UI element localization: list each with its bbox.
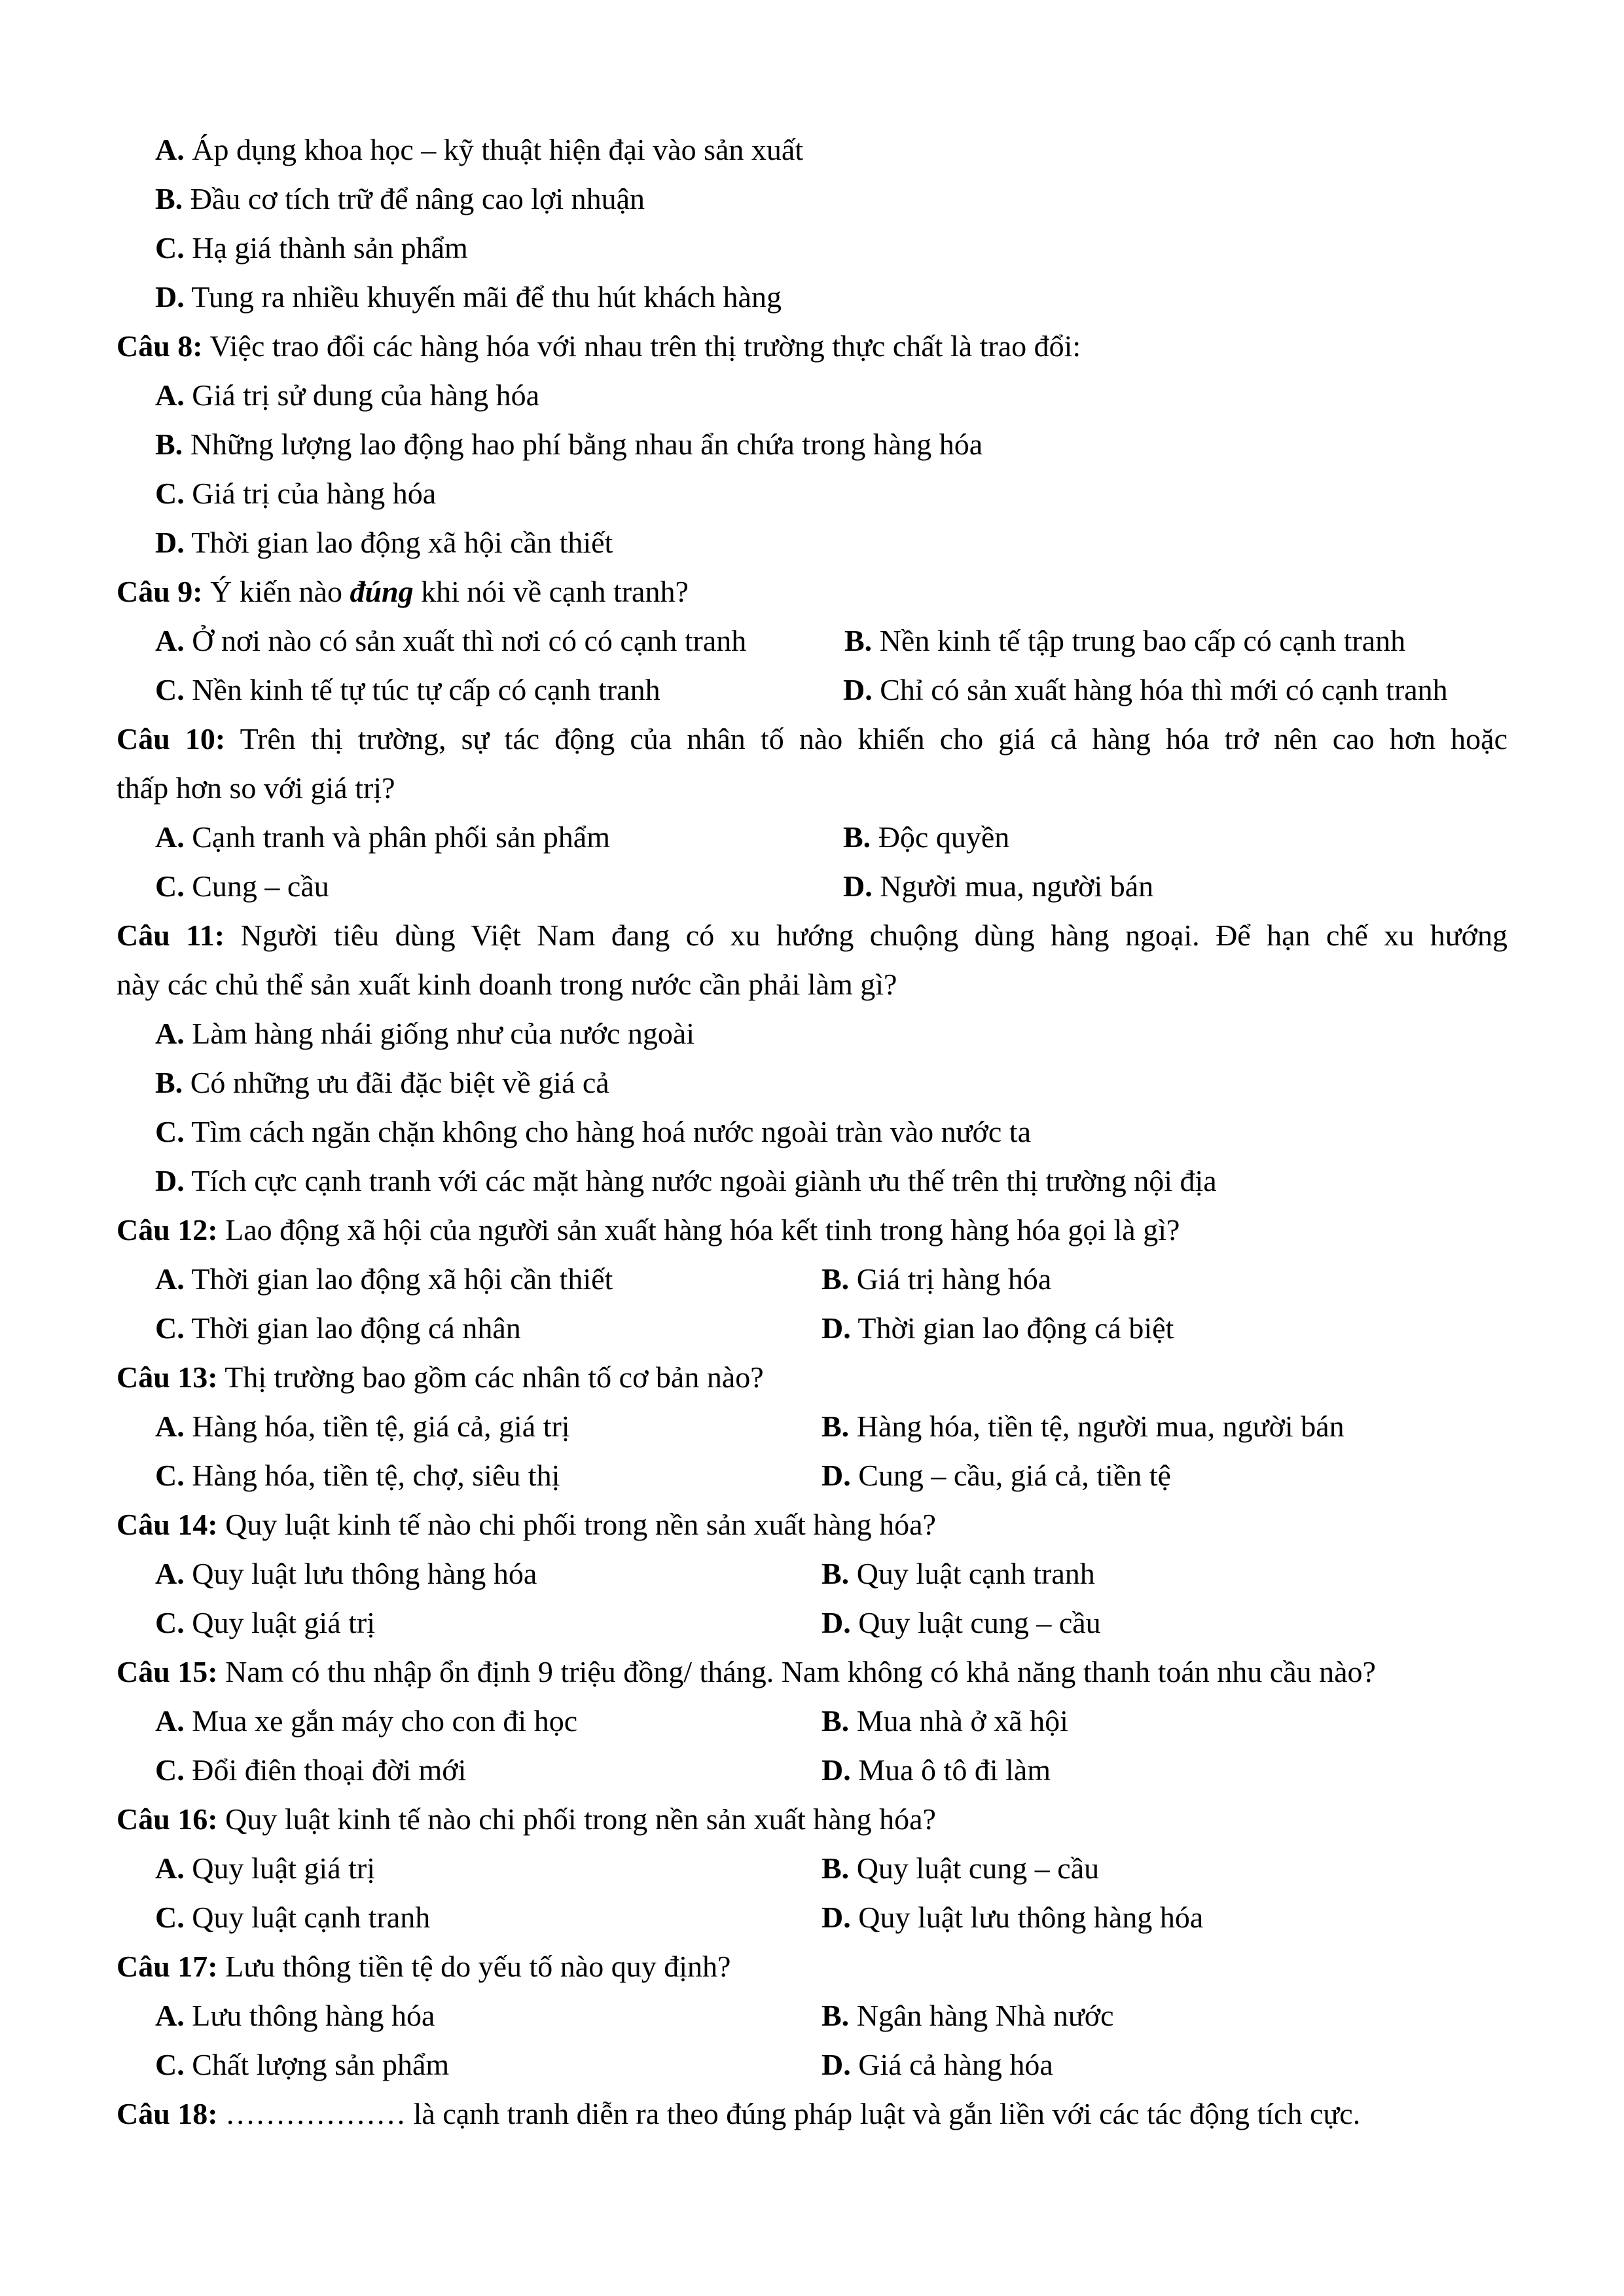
q9-option-b bbox=[844, 621, 1405, 661]
q17-option-d bbox=[821, 2045, 1053, 2085]
option-text: Quy luật cung – cầu bbox=[850, 1606, 1101, 1639]
option-letter: B. bbox=[821, 1262, 850, 1296]
option-letter: D. bbox=[843, 869, 873, 903]
option-text: Hạ giá thành sản phẩm bbox=[184, 231, 468, 264]
question-label: Câu 8: bbox=[117, 329, 203, 363]
option-text: Cung – cầu bbox=[184, 869, 329, 903]
option-letter: B. bbox=[155, 1066, 183, 1099]
option-letter: C. bbox=[155, 231, 185, 264]
q11-option-c bbox=[155, 1112, 1031, 1152]
option-text: Quy luật lưu thông hàng hóa bbox=[850, 1901, 1204, 1934]
question-17 bbox=[117, 1947, 731, 1986]
option-letter: B. bbox=[844, 624, 873, 657]
option-text: Chất lượng sản phẩm bbox=[184, 2048, 450, 2081]
option-letter: B. bbox=[155, 182, 183, 215]
option-letter: A. bbox=[155, 1017, 185, 1050]
option-text: Mua nhà ở xã hội bbox=[849, 1704, 1068, 1738]
option-text: Mua xe gắn máy cho con đi học bbox=[184, 1704, 578, 1738]
q10-option-b bbox=[843, 818, 1009, 857]
option-text: Áp dụng khoa học – kỹ thuật hiện đại vào sản xuất bbox=[184, 133, 804, 166]
option-text: Giá trị hàng hóa bbox=[849, 1262, 1052, 1296]
q17-option-c bbox=[155, 2045, 449, 2085]
q12-option-d bbox=[821, 1309, 1174, 1348]
option-letter: A. bbox=[155, 1704, 185, 1738]
option-letter: D. bbox=[155, 526, 185, 559]
q7-option-d bbox=[155, 278, 782, 317]
q15-option-d bbox=[821, 1751, 1051, 1790]
question-13 bbox=[117, 1358, 764, 1397]
q10-option-c bbox=[155, 867, 329, 906]
option-letter: D. bbox=[843, 673, 873, 706]
q14-option-d bbox=[821, 1603, 1101, 1643]
option-text: Nền kinh tế tự túc tự cấp có cạnh tranh bbox=[184, 673, 660, 706]
option-letter: C. bbox=[155, 2048, 185, 2081]
question-11 bbox=[117, 916, 1507, 955]
q13-option-b bbox=[821, 1407, 1344, 1446]
option-text: Quy luật cung – cầu bbox=[849, 1851, 1100, 1885]
q9-option-d bbox=[843, 670, 1448, 710]
q12-option-b bbox=[821, 1260, 1051, 1299]
question-10-continued: thấp hơn so với giá trị? bbox=[117, 771, 395, 805]
option-text: Thời gian lao động cá nhân bbox=[184, 1311, 521, 1345]
q12-option-a bbox=[155, 1260, 613, 1299]
q11-option-a bbox=[155, 1014, 695, 1053]
question-11-continued: này các chủ thể sản xuất kinh doanh trong nước cần phải làm gì? bbox=[117, 968, 897, 1001]
q17-option-a bbox=[155, 1996, 435, 2035]
q13-option-c bbox=[155, 1456, 560, 1495]
question-10 bbox=[117, 720, 1507, 759]
option-letter: D. bbox=[821, 1753, 851, 1787]
option-letter: D. bbox=[821, 2048, 851, 2081]
question-text: Lao động xã hội của người sản xuất hàng hóa kết tinh trong hàng hóa gọi là gì? bbox=[217, 1213, 1180, 1247]
q8-option-b bbox=[155, 425, 983, 464]
option-text: Chỉ có sản xuất hàng hóa thì mới có cạnh tranh bbox=[872, 673, 1448, 706]
q11-option-b bbox=[155, 1063, 609, 1102]
question-label: Câu 17: bbox=[117, 1950, 218, 1983]
question-14 bbox=[117, 1505, 936, 1544]
option-text: Tung ra nhiều khuyến mãi để thu hút khách hàng bbox=[184, 280, 782, 314]
option-letter: B. bbox=[821, 1704, 850, 1738]
question-text: Quy luật kinh tế nào chi phối trong nền sản xuất hàng hóa? bbox=[217, 1802, 936, 1836]
option-letter: C. bbox=[155, 1459, 185, 1492]
q10-option-a bbox=[155, 818, 610, 857]
option-letter: A. bbox=[155, 1410, 185, 1443]
question-label: Câu 15: bbox=[117, 1655, 218, 1688]
option-text: Giá trị của hàng hóa bbox=[184, 477, 437, 510]
q15-option-b bbox=[821, 1702, 1068, 1741]
option-text: Giá trị sử dung của hàng hóa bbox=[184, 378, 540, 412]
option-letter: A. bbox=[155, 1262, 185, 1296]
question-label: Câu 14: bbox=[117, 1508, 218, 1541]
option-letter: C. bbox=[155, 1115, 185, 1148]
option-text: Quy luật cạnh tranh bbox=[849, 1557, 1095, 1590]
question-text: Việc trao đổi các hàng hóa với nhau trên thị trường thực chất là trao đổi: bbox=[202, 329, 1081, 363]
q11-option-d bbox=[155, 1161, 1217, 1201]
q8-option-c bbox=[155, 474, 436, 513]
option-text: Người mua, người bán bbox=[872, 869, 1154, 903]
question-label: Câu 13: bbox=[117, 1360, 218, 1394]
option-letter: C. bbox=[155, 1606, 185, 1639]
option-letter: D. bbox=[821, 1311, 851, 1345]
question-15 bbox=[117, 1652, 1376, 1692]
question-text: Trên thị trường, sự tác động của nhân tố nào khiến cho giá cả hàng hóa trở nên cao hơn hoặc bbox=[225, 722, 1508, 756]
option-text: Ngân hàng Nhà nước bbox=[849, 1999, 1114, 2032]
option-letter: A. bbox=[155, 624, 185, 657]
q16-option-b bbox=[821, 1849, 1099, 1888]
question-label: Câu 12: bbox=[117, 1213, 218, 1247]
option-text: Hàng hóa, tiền tệ, giá cả, giá trị bbox=[184, 1410, 570, 1443]
option-letter: C. bbox=[155, 673, 185, 706]
q14-option-a bbox=[155, 1554, 537, 1594]
option-letter: A. bbox=[155, 378, 185, 412]
q15-option-a bbox=[155, 1702, 577, 1741]
question-8 bbox=[117, 327, 1081, 366]
option-text: Quy luật giá trị bbox=[184, 1851, 376, 1885]
question-text: Người tiêu dùng Việt Nam đang có xu hướng chuộng dùng hàng ngoại. Để hạn chế xu hướng bbox=[225, 919, 1507, 952]
option-text: Hàng hóa, tiền tệ, chợ, siêu thị bbox=[184, 1459, 560, 1492]
question-emphasis: đúng bbox=[350, 575, 414, 608]
option-letter: C. bbox=[155, 869, 185, 903]
q15-option-c bbox=[155, 1751, 466, 1790]
q16-option-d bbox=[821, 1898, 1203, 1937]
q9-option-a bbox=[155, 621, 746, 661]
option-text: Mua ô tô đi làm bbox=[850, 1753, 1051, 1787]
option-letter: C. bbox=[155, 1311, 185, 1345]
option-text: Đổi điên thoại đời mới bbox=[184, 1753, 467, 1787]
q14-option-b bbox=[821, 1554, 1095, 1594]
option-text: Thời gian lao động cá biệt bbox=[850, 1311, 1174, 1345]
option-text: Có những ưu đãi đặc biệt về giá cả bbox=[183, 1066, 609, 1099]
q8-option-d bbox=[155, 523, 613, 562]
option-text: Giá cả hàng hóa bbox=[850, 2048, 1053, 2081]
question-label: Câu 10: bbox=[117, 722, 226, 756]
question-label: Câu 11: bbox=[117, 919, 225, 952]
option-text: Thời gian lao động xã hội cần thiết bbox=[184, 526, 613, 559]
option-letter: D. bbox=[821, 1459, 851, 1492]
option-letter: A. bbox=[155, 820, 185, 854]
question-text: Quy luật kinh tế nào chi phối trong nền sản xuất hàng hóa? bbox=[217, 1508, 936, 1541]
option-letter: C. bbox=[155, 1753, 185, 1787]
option-letter: D. bbox=[155, 280, 185, 314]
option-text: Thời gian lao động xã hội cần thiết bbox=[184, 1262, 613, 1296]
option-letter: B. bbox=[155, 428, 183, 461]
option-text: Quy luật cạnh tranh bbox=[184, 1901, 431, 1934]
q16-option-a bbox=[155, 1849, 375, 1888]
option-letter: C. bbox=[155, 1901, 185, 1934]
option-letter: B. bbox=[821, 1557, 850, 1590]
option-letter: D. bbox=[155, 1164, 185, 1197]
q16-option-c bbox=[155, 1898, 430, 1937]
option-letter: A. bbox=[155, 133, 185, 166]
q9-option-c bbox=[155, 670, 660, 710]
option-text: Quy luật lưu thông hàng hóa bbox=[184, 1557, 537, 1590]
option-text: Cung – cầu, giá cả, tiền tệ bbox=[850, 1459, 1171, 1492]
option-letter: B. bbox=[821, 1851, 850, 1885]
option-text: Cạnh tranh và phân phối sản phẩm bbox=[184, 820, 610, 854]
option-text: Đầu cơ tích trữ để nâng cao lợi nhuận bbox=[183, 182, 645, 215]
question-text: ……………… là cạnh tranh diễn ra theo đúng pháp luật và gắn liền với các tác động tích cực. bbox=[217, 2097, 1361, 2130]
q8-option-a bbox=[155, 376, 539, 415]
option-text: Ở nơi nào có sản xuất thì nơi có có cạnh tranh bbox=[184, 624, 747, 657]
question-text: Lưu thông tiền tệ do yếu tố nào quy định? bbox=[217, 1950, 731, 1983]
option-letter: D. bbox=[821, 1901, 851, 1934]
q17-option-b bbox=[821, 1996, 1114, 2035]
q13-option-a bbox=[155, 1407, 570, 1446]
option-letter: B. bbox=[821, 1410, 850, 1443]
q7-option-a bbox=[155, 130, 803, 170]
option-text: Nền kinh tế tập trung bao cấp có cạnh tranh bbox=[872, 624, 1406, 657]
q14-option-c bbox=[155, 1603, 375, 1643]
option-text: Tích cực cạnh tranh với các mặt hàng nước ngoài giành ưu thế trên thị trường nội địa bbox=[184, 1164, 1217, 1197]
question-text-pre: Ý kiến nào bbox=[202, 575, 350, 608]
question-text: Nam có thu nhập ổn định 9 triệu đồng/ tháng. Nam không có khả năng thanh toán nhu cầu nào? bbox=[217, 1655, 1376, 1688]
option-text: Độc quyền bbox=[871, 820, 1010, 854]
option-letter: B. bbox=[821, 1999, 850, 2032]
option-text: Quy luật giá trị bbox=[184, 1606, 376, 1639]
option-letter: B. bbox=[843, 820, 871, 854]
q10-option-d bbox=[843, 867, 1153, 906]
q13-option-d bbox=[821, 1456, 1171, 1495]
option-letter: A. bbox=[155, 1557, 185, 1590]
question-18 bbox=[117, 2094, 1360, 2134]
question-text-post: khi nói về cạnh tranh? bbox=[413, 575, 689, 608]
option-letter: A. bbox=[155, 1851, 185, 1885]
question-9 bbox=[117, 572, 689, 611]
question-label: Câu 16: bbox=[117, 1802, 218, 1836]
q7-option-c bbox=[155, 228, 468, 268]
option-text: Những lượng lao động hao phí bằng nhau ẩn chứa trong hàng hóa bbox=[183, 428, 983, 461]
option-text: Tìm cách ngăn chặn không cho hàng hoá nước ngoài tràn vào nước ta bbox=[184, 1115, 1031, 1148]
question-text: Thị trường bao gồm các nhân tố cơ bản nào? bbox=[217, 1360, 764, 1394]
question-label: Câu 9: bbox=[117, 575, 203, 608]
option-letter: C. bbox=[155, 477, 185, 510]
option-text: Làm hàng nhái giống như của nước ngoài bbox=[184, 1017, 695, 1050]
q7-option-b bbox=[155, 179, 645, 219]
q12-option-c bbox=[155, 1309, 521, 1348]
question-12 bbox=[117, 1211, 1180, 1250]
option-letter: A. bbox=[155, 1999, 185, 2032]
option-letter: D. bbox=[821, 1606, 851, 1639]
option-text: Lưu thông hàng hóa bbox=[184, 1999, 435, 2032]
option-text: Hàng hóa, tiền tệ, người mua, người bán bbox=[849, 1410, 1344, 1443]
question-label: Câu 18: bbox=[117, 2097, 218, 2130]
question-16 bbox=[117, 1800, 936, 1839]
